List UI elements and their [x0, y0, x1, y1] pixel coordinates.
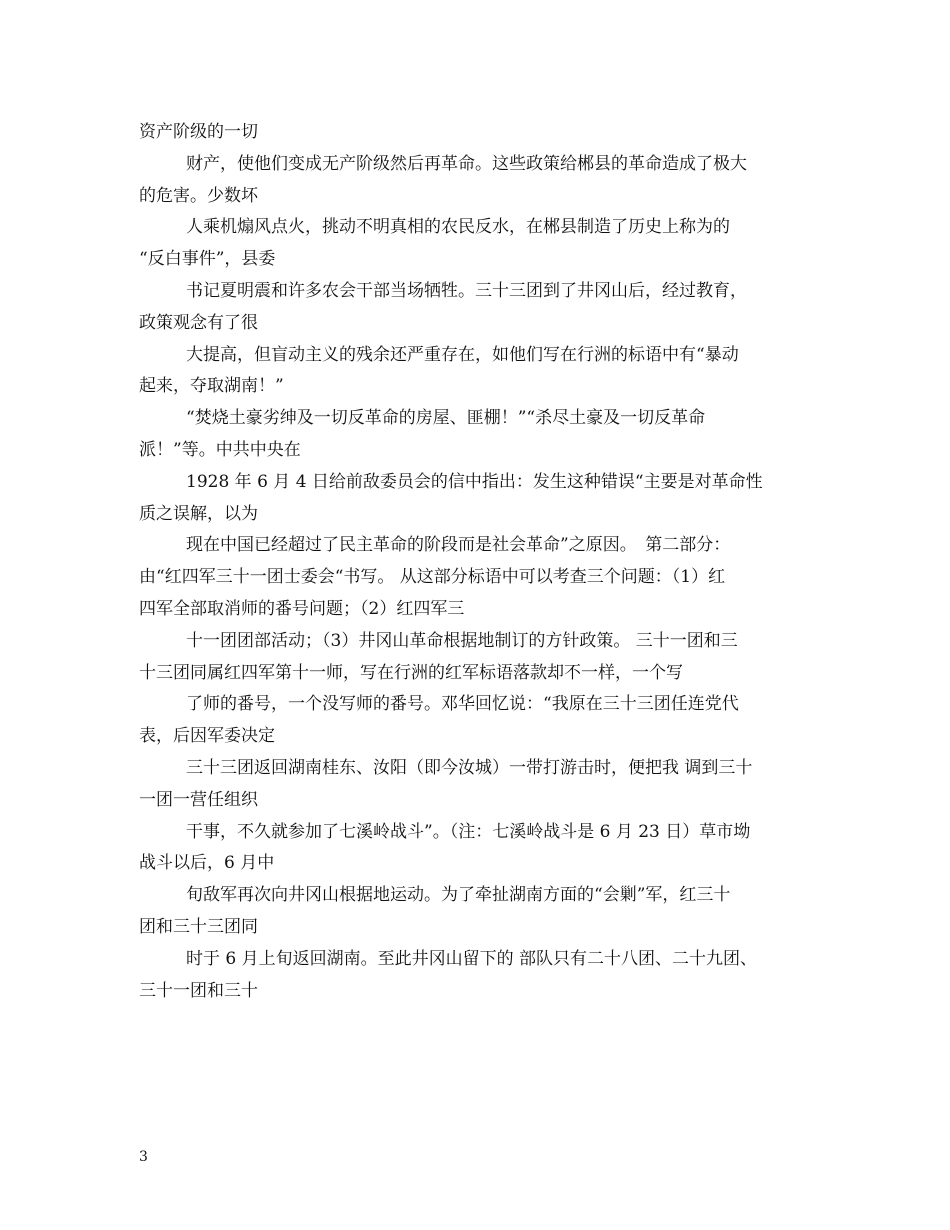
text-line: 大提高，但盲动主义的残余还严重存在，如他们写在行洲的标语中有“暴动 — [186, 344, 739, 365]
text-line: 四军全部取消师的番号问题；（2）红四军三 — [139, 598, 465, 619]
text-line: 了师的番号，一个没写师的番号。邓华回忆说：“我原在三十三团任连党代 — [186, 694, 739, 715]
text-line: 质之误解，以为 — [139, 503, 258, 524]
text-line: 时于 6 月上旬返回湖南。至此井冈山留下的 部队只有二十八团、二十九团、 — [186, 948, 758, 969]
text-line: 表，后因军委决定 — [139, 726, 275, 747]
text-line: “反白事件”，县委 — [139, 249, 276, 270]
text-line: 干事，不久就参加了七溪岭战斗”。（注：七溪岭战斗是 6 月 23 日）草市坳 — [186, 821, 751, 842]
text-line: 旬敌军再次向井冈山根据地运动。为了牵扯湖南方面的“会剿”军，红三十 — [186, 885, 731, 906]
text-line: 现在中国已经超过了民主革命的阶段而是社会革命”之原因。 第二部分： — [186, 535, 731, 556]
text-line: 财产，使他们变成无产阶级然后再革命。这些政策给郴县的革命造成了极大 — [186, 153, 747, 174]
text-line: 人乘机煽风点火，挑动不明真相的农民反水，在郴县制造了历史上称为的 — [186, 217, 730, 238]
text-line: “焚烧土豪劣绅及一切反革命的房屋、匪棚！”“杀尽土豪及一切反革命 — [186, 408, 706, 429]
text-line: 书记夏明震和许多农会干部当场牺牲。三十三团到了井冈山后，经过教育， — [186, 280, 747, 301]
text-line: 起来，夺取湖南！” — [139, 376, 284, 397]
text-line: 由“红四军三十一团士委会“书写。 从这部分标语中可以考查三个问题：（1）红 — [139, 567, 726, 588]
text-line: 政策观念有了很 — [139, 312, 258, 333]
text-line: 三十一团和三十 — [139, 980, 258, 1001]
text-line: 1928 年 6 月 4 日给前敌委员会的信中指出：发生这种错误“主要是对革命性 — [186, 471, 763, 492]
text-line: 的危害。少数坏 — [139, 185, 258, 206]
text-line: 一团一营任组织 — [139, 789, 258, 810]
text-line: 十三团同属红四军第十一师，写在行洲的红军标语落款却不一样，一个写 — [139, 662, 683, 683]
text-line: 团和三十三团同 — [139, 916, 258, 937]
text-line: 资产阶级的一切 — [139, 122, 258, 142]
text-line: 三十三团返回湖南桂东、汝阳（即今汝城）一带打游击时，便把我 调到三十 — [186, 757, 753, 778]
text-line: 十一团团部活动；（3）井冈山革命根据地制订的方针政策。 三十一团和三 — [186, 630, 738, 651]
page-number: 3 — [139, 1149, 148, 1165]
text-line: 派！”等。中共中央在 — [139, 439, 301, 460]
document-body — [139, 117, 815, 1007]
text-line: 战斗以后，6 月中 — [139, 853, 275, 874]
